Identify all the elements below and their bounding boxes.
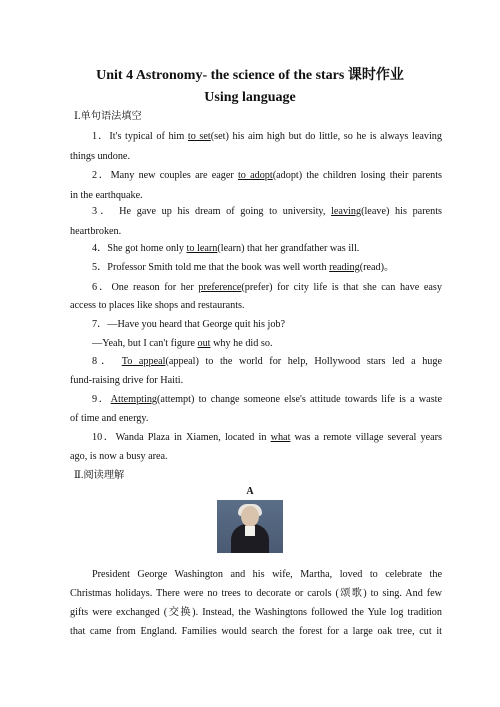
passage-line: Christmas holidays. There were no trees to decorate or carols (颂歌) to sing. And few — [70, 588, 442, 599]
answer: reading — [329, 262, 360, 273]
question-3-cont: heartbroken. — [70, 226, 122, 237]
section-heading-reading: Ⅱ.阅读理解 — [74, 470, 125, 481]
question-8-cont: fund-raising drive for Haiti. — [70, 375, 184, 386]
question-5 — [92, 261, 442, 275]
document-subtitle: Using language — [204, 90, 296, 105]
question-4 — [92, 242, 442, 256]
question-8 — [92, 355, 442, 369]
answer: what — [270, 432, 291, 443]
question-text: —Yeah, but I can't figure — [92, 338, 198, 349]
question-text: was a remote village several years — [290, 432, 442, 443]
answer: leaving — [331, 206, 362, 217]
passage-line: that came from England. Families would search the forest for a large oak tree, cut it — [70, 626, 442, 637]
question-text: 5．Professor Smith told me that the book was well worth — [92, 262, 330, 273]
question-text: (attempt) to change someone else's attitude towards life is a waste — [157, 394, 443, 405]
question-9-cont: of time and energy. — [70, 413, 149, 424]
question-text: (read)。 — [359, 262, 395, 273]
question-text: (set) his aim high but do little, so he is always leaving — [210, 131, 442, 142]
question-text: (prefer) for city life is that she can have easy — [241, 282, 442, 293]
question-text: 3． He gave up his dream of going to university, — [92, 206, 332, 217]
answer: Attempting — [110, 394, 158, 405]
answer: to set — [187, 131, 211, 142]
passage-line: President George Washington and his wife, Martha, loved to celebrate the — [92, 569, 442, 580]
question-7-reply — [92, 337, 442, 351]
question-7: 7．—Have you heard that George quit his job? — [92, 319, 286, 330]
question-2 — [92, 169, 442, 183]
section-heading-grammar: Ⅰ.单句语法填空 — [74, 111, 142, 122]
question-text: (leave) his parents — [361, 206, 442, 217]
question-10 — [92, 431, 442, 445]
answer: to learn — [186, 243, 218, 254]
washington-portrait — [217, 500, 283, 553]
question-text: 9． — [92, 394, 111, 405]
question-1 — [92, 130, 442, 144]
answer: preference — [198, 282, 242, 293]
question-9 — [92, 393, 442, 407]
question-text: (adopt) the children losing their parents — [272, 170, 442, 181]
question-text: 4．She got home only — [92, 243, 187, 254]
document-title: Unit 4 Astronomy- the science of the stars 课时作业 — [96, 68, 404, 83]
question-1-cont: things undone. — [70, 151, 130, 162]
question-text: why he did so. — [210, 338, 273, 349]
question-text: (appeal) to the world for help, Hollywood stars led a huge — [165, 356, 442, 367]
question-6 — [92, 281, 442, 295]
answer: To appeal — [121, 356, 166, 367]
question-text: 10．Wanda Plaza in Xiamen, located in — [92, 432, 271, 443]
question-2-cont: in the earthquake. — [70, 190, 143, 201]
passage-line: gifts were exchanged (交换). Instead, the Washingtons followed the Yule log tradition — [70, 607, 442, 618]
question-10-cont: ago, is now a busy area. — [70, 451, 168, 462]
question-text: (learn) that her grandfather was ill. — [217, 243, 360, 254]
question-3 — [92, 205, 442, 219]
question-6-cont: access to places like shops and restaurants. — [70, 300, 245, 311]
question-text: 2．Many new couples are eager — [92, 170, 238, 181]
answer: to adopt — [237, 170, 273, 181]
question-text: 6．One reason for her — [92, 282, 199, 293]
question-text: 8． — [92, 356, 122, 367]
question-text: 1．It's typical of him — [92, 131, 188, 142]
answer: out — [197, 338, 211, 349]
passage-label: A — [246, 486, 254, 497]
